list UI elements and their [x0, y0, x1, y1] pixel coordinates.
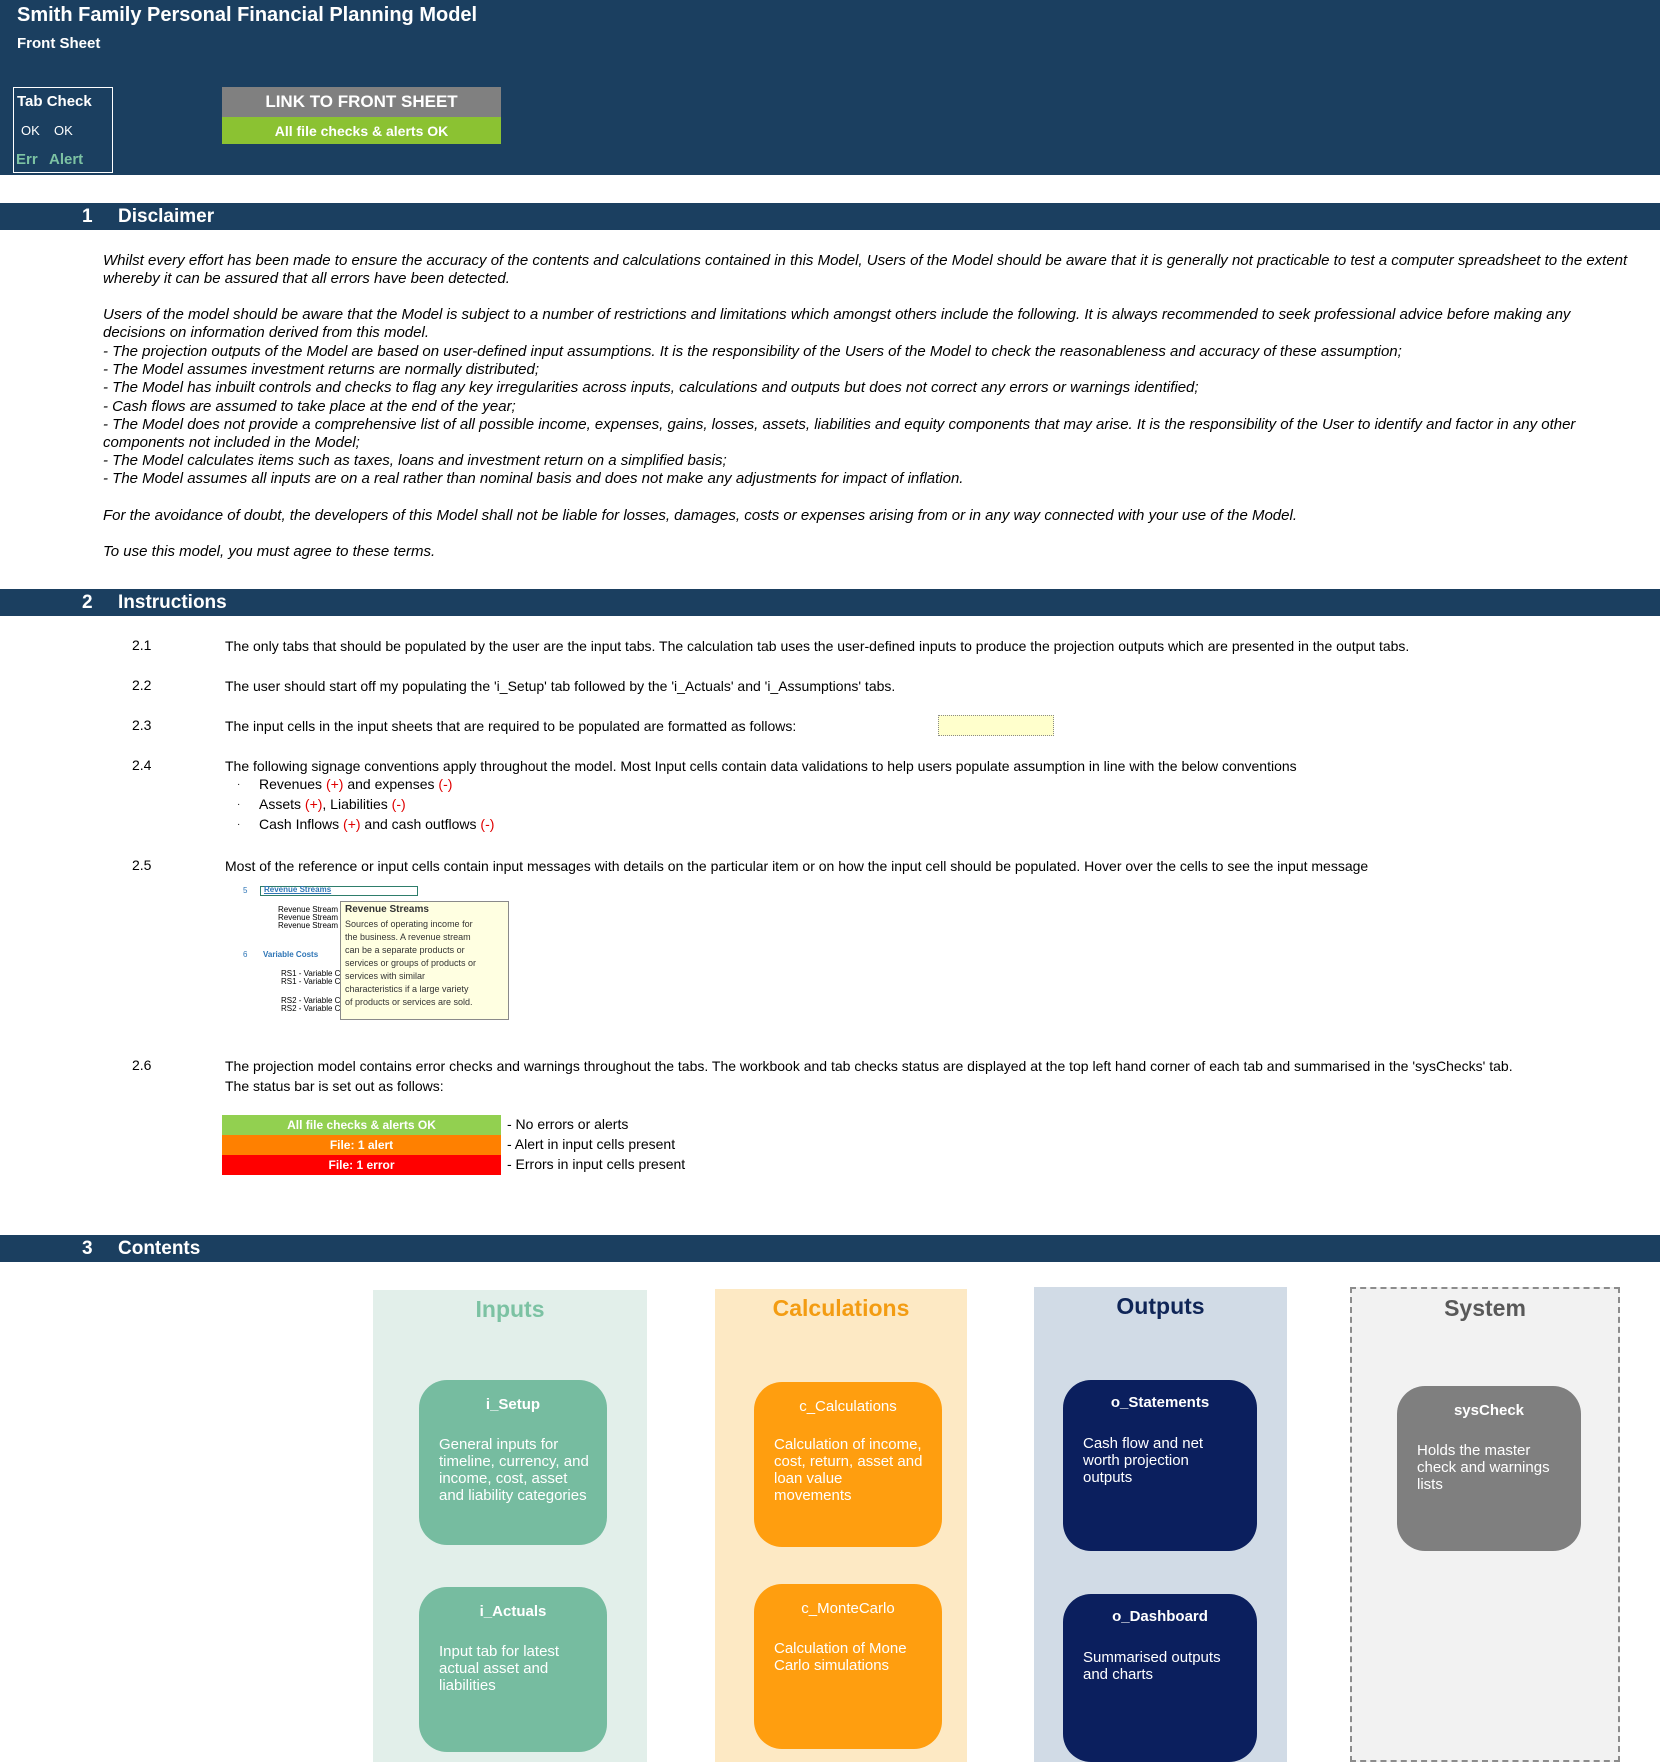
bullet-icon: · — [237, 819, 241, 830]
disclaimer-item-1: - The projection outputs of the Model are based on user-defined input assumptions. It is the responsibility of the Users of the Model to check the reasonableness and accuracy of these assumption; — [103, 343, 1402, 360]
tab-check-err-label: Err — [16, 151, 38, 168]
section-title: Disclaimer — [118, 206, 215, 227]
instruction-text: The status bar is set out as follows: — [225, 1078, 444, 1094]
instruction-text: Most of the reference or input cells contain input messages with details on the particular item or on how the input cell should be populated. Hover over the cells to see the input message — [225, 858, 1369, 874]
disclaimer-item-3: - The Model has inbuilt controls and checks to flag any key irregularities across inputs, calculations and outputs but does not correct any errors or warnings identified; — [103, 379, 1199, 396]
tab-card-o-statements[interactable] — [1063, 1380, 1257, 1551]
instruction-text: The following signage conventions apply throughout the model. Most Input cells contain data validations to help users populate assumption in line with the below conventions — [225, 758, 1297, 774]
convention-item: Cash Inflows (+) and cash outflows (-) — [259, 816, 495, 832]
instruction-text: The projection model contains error checks and warnings throughout the tabs. The workbook and tab checks status are displayed at the top left hand corner of each tab and summarised in the 'sysChecks' tab. — [225, 1058, 1513, 1074]
system-column — [1350, 1287, 1620, 1762]
instruction-text: The input cells in the input sheets that are required to be populated are formatted as follows: — [225, 718, 797, 734]
tab-card-desc: Holds the master check and warnings lists — [1417, 1442, 1550, 1493]
input-cell-format-sample — [938, 715, 1054, 736]
instruction-text: The user should start off my populating the 'i_Setup' tab followed by the 'i_Actuals' and 'i_Assumptions' tabs. — [225, 678, 896, 694]
file-status-banner: All file checks & alerts OK — [222, 117, 501, 144]
disclaimer-item-4: - Cash flows are assumed to take place at the end of the year; — [103, 398, 516, 415]
input-message-illustration: 5 Revenue Streams Revenue Stream Revenue Stream Revenue Stream 6 Variable Costs RS1 - Variable C RS1 - Variable C RS2 - Variable C RS2 - Variable C Revenue Streams Sources of operating income for the business. A revenue stream can be a separate products or services or groups of products or services with similar characteristics if a large variety of products or services are sold. — [240, 883, 510, 1021]
inputs-column — [373, 1290, 647, 1762]
disclaimer-item-6: - The Model calculates items such as taxes, loans and investment return on a simplified basis; — [103, 452, 727, 469]
tab-card-c-calculations[interactable] — [754, 1382, 942, 1547]
app-title: Smith Family Personal Financial Planning Model — [17, 4, 478, 26]
tab-card-c-montecarlo[interactable] — [754, 1584, 942, 1749]
column-title: Inputs — [475, 1296, 545, 1322]
tab-card-name: i_Actuals — [479, 1603, 547, 1620]
disclaimer-paragraph-2: Users of the model should be aware that the Model is subject to a number of restrictions and limitations which amongst others include the following. It is always recommended to seek professional advice before making any decisions on information derived from this model. — [103, 306, 1571, 342]
status-desc-ok: - No errors or alerts — [507, 1116, 629, 1132]
tab-card-name: i_Setup — [485, 1396, 541, 1413]
instruction-number: 2.6 — [132, 1057, 152, 1073]
tab-card-desc: Calculation of Mone Carlo simulations — [774, 1640, 907, 1674]
tab-card-desc: Cash flow and net worth projection outputs — [1083, 1435, 1204, 1486]
disclaimer-item-2: - The Model assumes investment returns are normally distributed; — [103, 361, 540, 378]
tab-card-name: c_MonteCarlo — [801, 1600, 895, 1617]
tab-check-ok-error: OK — [21, 123, 40, 138]
disclaimer-item-5: - The Model does not provide a comprehensive list of all possible income, expenses, gains, losses, assets, liabilities and equity components that may arise. It is the responsibility of the User to identify and factor in any other components not included in the Model; — [103, 416, 1576, 452]
input-message-tooltip: Revenue Streams Sources of operating income for the business. A revenue stream can be a separate products or services or groups of products or services with similar characteristics if a large variety of products or services are sold. — [340, 901, 509, 1020]
tab-card-desc: Summarised outputs and charts — [1083, 1649, 1221, 1683]
section-disclaimer-bar — [0, 203, 1660, 230]
section-contents-bar — [0, 1235, 1660, 1262]
status-sample-alert: File: 1 alert — [222, 1135, 501, 1155]
instruction-number: 2.5 — [132, 857, 152, 873]
tab-check-label: Tab Check — [17, 93, 92, 110]
tab-card-name: c_Calculations — [799, 1398, 897, 1415]
tab-card-desc: Input tab for latest actual asset and liabilities — [439, 1643, 560, 1694]
bullet-icon: · — [237, 799, 241, 810]
convention-item: Assets (+), Liabilities (-) — [259, 796, 406, 812]
status-desc-error: - Errors in input cells present — [507, 1156, 686, 1172]
tab-card-i-setup[interactable] — [419, 1380, 607, 1545]
calculations-column — [715, 1289, 967, 1762]
tab-card-i-actuals[interactable] — [419, 1587, 607, 1752]
section-title: Instructions — [118, 592, 227, 613]
disclaimer-paragraph-4: To use this model, you must agree to these terms. — [103, 543, 436, 560]
column-title: Outputs — [1116, 1293, 1205, 1319]
outputs-column — [1034, 1287, 1287, 1762]
instruction-text: The only tabs that should be populated by the user are the input tabs. The calculation tab uses the user-defined inputs to produce the projection outputs which are presented in the output tabs. — [225, 638, 1410, 654]
tab-card-name: sysCheck — [1453, 1402, 1525, 1419]
status-sample-ok: All file checks & alerts OK — [222, 1115, 501, 1135]
tab-card-desc: Calculation of income, cost, return, asset and loan value movements — [774, 1436, 923, 1504]
column-title: Calculations — [772, 1295, 910, 1321]
status-sample-error: File: 1 error — [222, 1155, 501, 1175]
instruction-number: 2.2 — [132, 677, 152, 693]
instruction-number: 2.1 — [132, 637, 152, 653]
section-number: 1 — [82, 206, 93, 227]
section-instructions-bar — [0, 589, 1660, 616]
tab-card-syscheck[interactable] — [1397, 1386, 1581, 1551]
tab-card-o-dashboard[interactable] — [1063, 1594, 1257, 1762]
column-title: System — [1444, 1295, 1526, 1321]
convention-item: Revenues (+) and expenses (-) — [259, 776, 453, 792]
tab-card-name: o_Statements — [1110, 1394, 1210, 1411]
tooltip-body: Sources of operating income for the business. A revenue stream can be a separate products or services or groups of products or services with similar characteristics if a large variety of products or services are sold. — [345, 919, 477, 1007]
section-title: Contents — [118, 1238, 201, 1259]
bullet-icon: · — [237, 779, 241, 790]
instruction-number: 2.3 — [132, 717, 152, 733]
tab-card-name: o_Dashboard — [1112, 1608, 1208, 1625]
status-desc-alert: - Alert in input cells present — [507, 1136, 676, 1152]
sheet-name: Front Sheet — [17, 35, 101, 52]
disclaimer-paragraph-3: For the avoidance of doubt, the developers of this Model shall not be liable for losses, damages, costs or expenses arising from or in any way connected with your use of the Model. — [103, 507, 1297, 524]
tab-card-desc: General inputs for timeline, currency, and income, cost, asset and liability categories — [439, 1436, 589, 1504]
disclaimer-paragraph-1: Whilst every effort has been made to ensure the accuracy of the contents and calculations contained in this Model, Users of the Model should be aware that it is generally not practicable to test a computer spreadsheet to the extent whereby it can be assured that all errors have been detected. — [103, 252, 1628, 288]
section-number: 2 — [82, 592, 93, 613]
disclaimer-item-7: - The Model assumes all inputs are on a real rather than nominal basis and does not make any adjustments for impact of inflation. — [103, 470, 964, 487]
tab-check-alert-label: Alert — [49, 151, 84, 168]
section-number: 3 — [82, 1238, 93, 1259]
tab-check-ok-alert: OK — [54, 123, 73, 138]
instruction-number: 2.4 — [132, 757, 152, 773]
link-to-front-sheet-button[interactable]: LINK TO FRONT SHEET — [222, 87, 501, 117]
